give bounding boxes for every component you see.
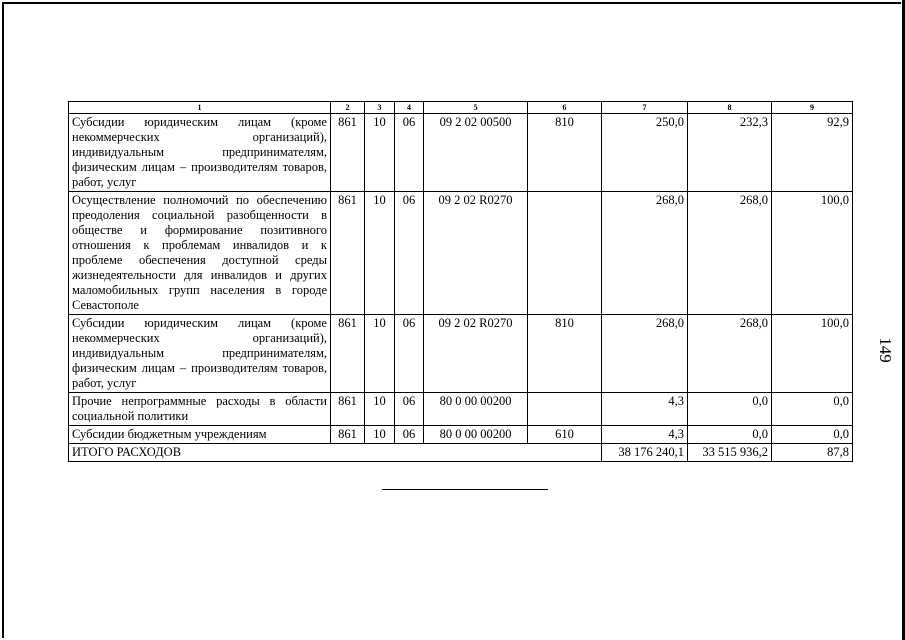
row-code-2: 861 [331, 426, 365, 444]
row-code-4: 06 [395, 315, 424, 393]
row-code-5: 80 0 00 00200 [424, 393, 528, 426]
row-code-5: 09 2 02 00500 [424, 114, 528, 192]
row-value-9: 0,0 [772, 426, 853, 444]
row-value-8: 0,0 [688, 426, 772, 444]
row-code-2: 861 [331, 192, 365, 315]
row-value-8: 0,0 [688, 393, 772, 426]
row-code-6 [528, 192, 602, 315]
row-name: Прочие непрограммные расходы в области социальной политики [69, 393, 331, 426]
row-value-7: 4,3 [602, 426, 688, 444]
row-code-4: 06 [395, 114, 424, 192]
row-value-8: 268,0 [688, 192, 772, 315]
row-code-3: 10 [365, 315, 395, 393]
table-row [69, 315, 853, 393]
header-cell: 2 [331, 102, 365, 114]
header-cell: 3 [365, 102, 395, 114]
header-cell: 1 [69, 102, 331, 114]
header-cell: 8 [688, 102, 772, 114]
header-cell: 5 [424, 102, 528, 114]
row-name: Субсидии бюджетным учреждениям [69, 426, 331, 444]
total-value-9: 87,8 [772, 444, 853, 462]
row-code-3: 10 [365, 426, 395, 444]
page-number: 149 [875, 337, 895, 363]
row-code-4: 06 [395, 192, 424, 315]
row-value-7: 268,0 [602, 315, 688, 393]
row-value-8: 268,0 [688, 315, 772, 393]
row-code-2: 861 [331, 315, 365, 393]
row-code-3: 10 [365, 114, 395, 192]
row-code-6 [528, 393, 602, 426]
row-code-3: 10 [365, 393, 395, 426]
row-code-5: 80 0 00 00200 [424, 426, 528, 444]
row-code-5: 09 2 02 R0270 [424, 192, 528, 315]
row-code-6: 810 [528, 315, 602, 393]
row-code-4: 06 [395, 426, 424, 444]
row-name: Субсидии юридическим лицам (кроме некоммерческих организаций), индивидуальным предпринимателям, физическим лицам – производителям товаров, работ, услуг [69, 315, 331, 393]
header-cell: 4 [395, 102, 424, 114]
row-value-9: 100,0 [772, 192, 853, 315]
table-row [69, 114, 853, 192]
row-value-9: 92,9 [772, 114, 853, 192]
row-code-2: 861 [331, 393, 365, 426]
header-cell: 6 [528, 102, 602, 114]
expenditure-table [68, 101, 853, 462]
row-value-7: 250,0 [602, 114, 688, 192]
row-code-4: 06 [395, 393, 424, 426]
total-value-8: 33 515 936,2 [688, 444, 772, 462]
row-value-9: 100,0 [772, 315, 853, 393]
total-row [69, 444, 853, 462]
table-row [69, 393, 853, 426]
row-code-3: 10 [365, 192, 395, 315]
row-code-6: 810 [528, 114, 602, 192]
row-code-2: 861 [331, 114, 365, 192]
row-code-6: 610 [528, 426, 602, 444]
closing-rule [382, 489, 548, 490]
header-cell: 9 [772, 102, 853, 114]
total-label: ИТОГО РАСХОДОВ [69, 444, 602, 462]
header-row [69, 102, 853, 114]
row-value-7: 4,3 [602, 393, 688, 426]
table-row [69, 426, 853, 444]
total-value-7: 38 176 240,1 [602, 444, 688, 462]
row-value-7: 268,0 [602, 192, 688, 315]
header-cell: 7 [602, 102, 688, 114]
table-row [69, 192, 853, 315]
row-value-9: 0,0 [772, 393, 853, 426]
row-value-8: 232,3 [688, 114, 772, 192]
row-name: Субсидии юридическим лицам (кроме некоммерческих организаций), индивидуальным предпринимателям, физическим лицам – производителям товаров, работ, услуг [69, 114, 331, 192]
row-code-5: 09 2 02 R0270 [424, 315, 528, 393]
row-name: Осуществление полномочий по обеспечению преодоления социальной разобщенности в обществе и формирование позитивного отношения к проблемам инвалидов и к проблеме обеспечения доступной среды жизнедеятельности для инвалидов и других маломобильных групп населения в городе Севастополе [69, 192, 331, 315]
